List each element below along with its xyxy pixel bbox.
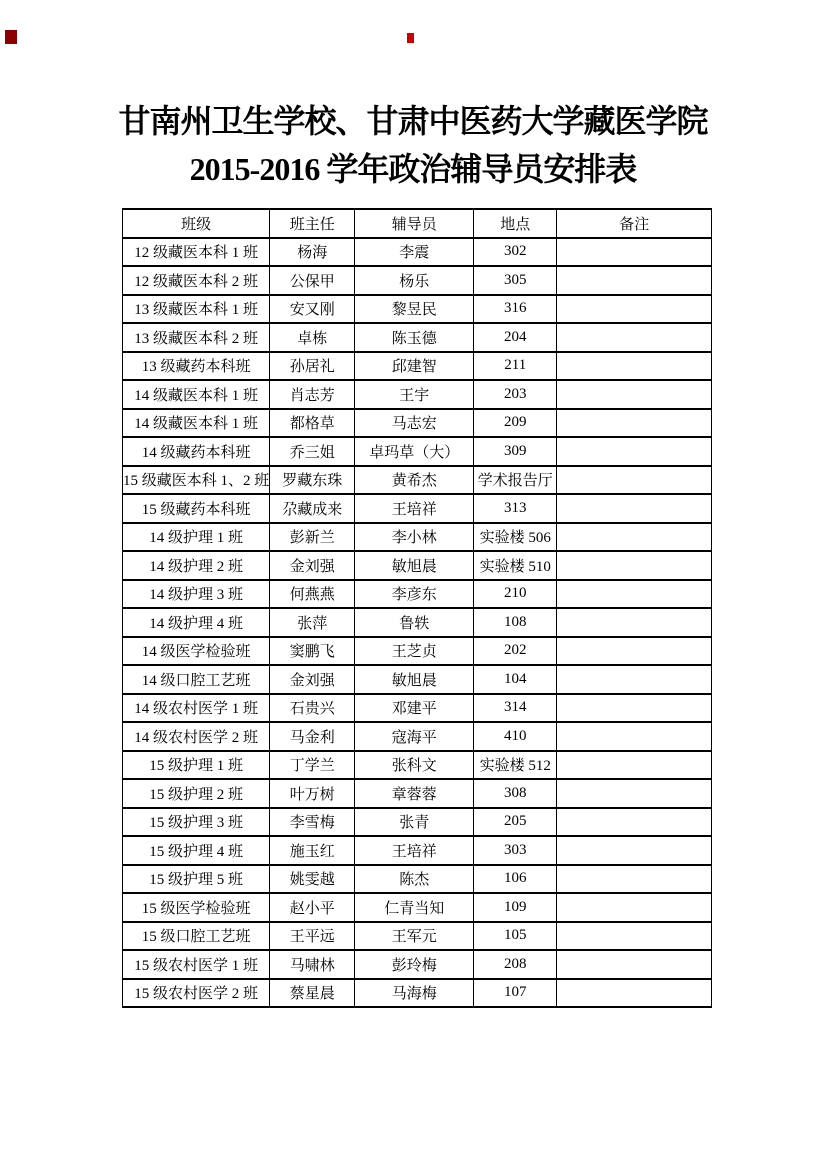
cell-class: 15 级医学检验班 bbox=[123, 893, 270, 922]
cell-head-teacher: 金刘强 bbox=[270, 665, 355, 694]
cell-head-teacher: 窦鹏飞 bbox=[270, 637, 355, 666]
cell-location: 305 bbox=[474, 266, 557, 295]
cell-location: 106 bbox=[474, 865, 557, 894]
table-row bbox=[123, 323, 712, 352]
cell-location: 208 bbox=[474, 950, 557, 979]
cell-class: 15 级护理 2 班 bbox=[123, 779, 270, 808]
cell-head-teacher: 马金利 bbox=[270, 722, 355, 751]
cell-counselor: 张科文 bbox=[355, 751, 474, 780]
cell-note bbox=[557, 779, 712, 808]
cell-counselor: 马海梅 bbox=[355, 979, 474, 1008]
cell-note bbox=[557, 238, 712, 267]
cell-head-teacher: 彭新兰 bbox=[270, 523, 355, 552]
table-row bbox=[123, 266, 712, 295]
cell-location: 实验楼 506 bbox=[474, 523, 557, 552]
table-row bbox=[123, 694, 712, 723]
cell-note bbox=[557, 352, 712, 381]
cell-head-teacher: 李雪梅 bbox=[270, 808, 355, 837]
cell-head-teacher: 王平远 bbox=[270, 922, 355, 951]
cell-counselor: 马志宏 bbox=[355, 409, 474, 438]
cell-counselor: 王培祥 bbox=[355, 494, 474, 523]
cell-note bbox=[557, 380, 712, 409]
cell-location: 108 bbox=[474, 608, 557, 637]
cell-class: 12 级藏医本科 1 班 bbox=[123, 238, 270, 267]
cell-note bbox=[557, 523, 712, 552]
cell-location: 109 bbox=[474, 893, 557, 922]
cell-head-teacher: 孙居礼 bbox=[270, 352, 355, 381]
cell-note bbox=[557, 466, 712, 495]
cell-note bbox=[557, 580, 712, 609]
cell-location: 316 bbox=[474, 295, 557, 324]
cell-note bbox=[557, 865, 712, 894]
cell-class: 15 级农村医学 1 班 bbox=[123, 950, 270, 979]
cell-head-teacher: 乔三姐 bbox=[270, 437, 355, 466]
cell-note bbox=[557, 722, 712, 751]
header-class: 班级 bbox=[123, 209, 270, 238]
table-row bbox=[123, 580, 712, 609]
table-row bbox=[123, 238, 712, 267]
cell-note bbox=[557, 836, 712, 865]
cell-location: 210 bbox=[474, 580, 557, 609]
cell-head-teacher: 张萍 bbox=[270, 608, 355, 637]
cell-counselor: 章蓉蓉 bbox=[355, 779, 474, 808]
cell-counselor: 邱建智 bbox=[355, 352, 474, 381]
cell-class: 15 级护理 4 班 bbox=[123, 836, 270, 865]
cell-note bbox=[557, 551, 712, 580]
cell-counselor: 王军元 bbox=[355, 922, 474, 951]
table-row bbox=[123, 380, 712, 409]
cell-counselor: 彭玲梅 bbox=[355, 950, 474, 979]
table-row bbox=[123, 608, 712, 637]
cell-class: 14 级护理 4 班 bbox=[123, 608, 270, 637]
red-annotation-mark-right bbox=[407, 33, 414, 43]
table-row bbox=[123, 409, 712, 438]
cell-head-teacher: 金刘强 bbox=[270, 551, 355, 580]
red-annotation-mark-left bbox=[5, 30, 17, 44]
table-row bbox=[123, 295, 712, 324]
header-note: 备注 bbox=[557, 209, 712, 238]
cell-note bbox=[557, 409, 712, 438]
cell-class: 14 级藏药本科班 bbox=[123, 437, 270, 466]
table-row bbox=[123, 494, 712, 523]
cell-note bbox=[557, 295, 712, 324]
document-title bbox=[0, 97, 826, 193]
cell-head-teacher: 何燕燕 bbox=[270, 580, 355, 609]
cell-class: 13 级藏医本科 1 班 bbox=[123, 295, 270, 324]
cell-counselor: 王宇 bbox=[355, 380, 474, 409]
table-body bbox=[123, 238, 712, 1008]
cell-location: 202 bbox=[474, 637, 557, 666]
cell-counselor: 寇海平 bbox=[355, 722, 474, 751]
cell-head-teacher: 安又刚 bbox=[270, 295, 355, 324]
cell-head-teacher: 姚雯越 bbox=[270, 865, 355, 894]
cell-class: 15 级护理 5 班 bbox=[123, 865, 270, 894]
header-counselor: 辅导员 bbox=[355, 209, 474, 238]
table-row bbox=[123, 808, 712, 837]
cell-note bbox=[557, 950, 712, 979]
cell-class: 15 级藏医本科 1、2 班 bbox=[123, 466, 270, 495]
cell-head-teacher: 施玉红 bbox=[270, 836, 355, 865]
cell-counselor: 陈杰 bbox=[355, 865, 474, 894]
table-row bbox=[123, 865, 712, 894]
cell-location: 107 bbox=[474, 979, 557, 1008]
table-row bbox=[123, 637, 712, 666]
cell-head-teacher: 丁学兰 bbox=[270, 751, 355, 780]
cell-location: 309 bbox=[474, 437, 557, 466]
cell-counselor: 仁青当知 bbox=[355, 893, 474, 922]
cell-class: 14 级藏医本科 1 班 bbox=[123, 409, 270, 438]
cell-class: 12 级藏医本科 2 班 bbox=[123, 266, 270, 295]
table-row bbox=[123, 836, 712, 865]
table-row bbox=[123, 722, 712, 751]
cell-class: 14 级护理 2 班 bbox=[123, 551, 270, 580]
cell-note bbox=[557, 266, 712, 295]
cell-location: 308 bbox=[474, 779, 557, 808]
cell-location: 104 bbox=[474, 665, 557, 694]
cell-location: 203 bbox=[474, 380, 557, 409]
cell-head-teacher: 赵小平 bbox=[270, 893, 355, 922]
table-header-row bbox=[123, 209, 712, 238]
cell-head-teacher: 卓栋 bbox=[270, 323, 355, 352]
table-row bbox=[123, 466, 712, 495]
cell-location: 303 bbox=[474, 836, 557, 865]
cell-note bbox=[557, 608, 712, 637]
table-row bbox=[123, 551, 712, 580]
cell-location: 实验楼 512 bbox=[474, 751, 557, 780]
table-row bbox=[123, 437, 712, 466]
cell-note bbox=[557, 437, 712, 466]
cell-counselor: 杨乐 bbox=[355, 266, 474, 295]
cell-counselor: 邓建平 bbox=[355, 694, 474, 723]
cell-counselor: 敏旭晨 bbox=[355, 665, 474, 694]
cell-note bbox=[557, 893, 712, 922]
cell-counselor: 鲁轶 bbox=[355, 608, 474, 637]
cell-note bbox=[557, 922, 712, 951]
table-row bbox=[123, 779, 712, 808]
cell-head-teacher: 马啸林 bbox=[270, 950, 355, 979]
table-row bbox=[123, 893, 712, 922]
cell-location: 204 bbox=[474, 323, 557, 352]
document-title-line2: 2015-2016 学年政治辅导员安排表 bbox=[189, 151, 637, 187]
cell-head-teacher: 蔡星晨 bbox=[270, 979, 355, 1008]
cell-head-teacher: 杨海 bbox=[270, 238, 355, 267]
cell-counselor: 黄希杰 bbox=[355, 466, 474, 495]
cell-class: 14 级护理 3 班 bbox=[123, 580, 270, 609]
table-row bbox=[123, 950, 712, 979]
cell-note bbox=[557, 808, 712, 837]
cell-location: 209 bbox=[474, 409, 557, 438]
cell-class: 14 级医学检验班 bbox=[123, 637, 270, 666]
cell-location: 313 bbox=[474, 494, 557, 523]
cell-counselor: 卓玛草（大） bbox=[355, 437, 474, 466]
cell-counselor: 李小林 bbox=[355, 523, 474, 552]
document-title-line1: 甘南州卫生学校、甘肃中医药大学藏医学院 bbox=[118, 103, 708, 139]
table-row bbox=[123, 751, 712, 780]
cell-head-teacher: 叶万树 bbox=[270, 779, 355, 808]
cell-note bbox=[557, 637, 712, 666]
cell-note bbox=[557, 979, 712, 1008]
cell-class: 15 级农村医学 2 班 bbox=[123, 979, 270, 1008]
cell-head-teacher: 公保甲 bbox=[270, 266, 355, 295]
header-location: 地点 bbox=[474, 209, 557, 238]
cell-head-teacher: 罗藏东珠 bbox=[270, 466, 355, 495]
table-row bbox=[123, 523, 712, 552]
cell-class: 14 级农村医学 2 班 bbox=[123, 722, 270, 751]
cell-class: 13 级藏医本科 2 班 bbox=[123, 323, 270, 352]
cell-counselor: 王芝贞 bbox=[355, 637, 474, 666]
cell-note bbox=[557, 665, 712, 694]
cell-location: 410 bbox=[474, 722, 557, 751]
cell-location: 211 bbox=[474, 352, 557, 381]
cell-class: 14 级护理 1 班 bbox=[123, 523, 270, 552]
cell-counselor: 王培祥 bbox=[355, 836, 474, 865]
cell-class: 14 级农村医学 1 班 bbox=[123, 694, 270, 723]
cell-counselor: 张青 bbox=[355, 808, 474, 837]
cell-class: 15 级护理 3 班 bbox=[123, 808, 270, 837]
cell-class: 14 级藏医本科 1 班 bbox=[123, 380, 270, 409]
cell-location: 实验楼 510 bbox=[474, 551, 557, 580]
cell-head-teacher: 肖志芳 bbox=[270, 380, 355, 409]
cell-counselor: 陈玉德 bbox=[355, 323, 474, 352]
cell-head-teacher: 石贵兴 bbox=[270, 694, 355, 723]
cell-note bbox=[557, 494, 712, 523]
cell-class: 15 级口腔工艺班 bbox=[123, 922, 270, 951]
cell-location: 105 bbox=[474, 922, 557, 951]
table-row bbox=[123, 922, 712, 951]
cell-counselor: 李彦东 bbox=[355, 580, 474, 609]
cell-counselor: 李震 bbox=[355, 238, 474, 267]
cell-head-teacher: 尕藏成来 bbox=[270, 494, 355, 523]
cell-counselor: 敏旭晨 bbox=[355, 551, 474, 580]
cell-note bbox=[557, 323, 712, 352]
header-head-teacher: 班主任 bbox=[270, 209, 355, 238]
cell-location: 314 bbox=[474, 694, 557, 723]
cell-counselor: 黎昱民 bbox=[355, 295, 474, 324]
cell-location: 302 bbox=[474, 238, 557, 267]
cell-location: 205 bbox=[474, 808, 557, 837]
counselor-schedule-table bbox=[122, 208, 712, 1008]
cell-class: 13 级藏药本科班 bbox=[123, 352, 270, 381]
cell-note bbox=[557, 694, 712, 723]
cell-class: 15 级护理 1 班 bbox=[123, 751, 270, 780]
cell-head-teacher: 都格草 bbox=[270, 409, 355, 438]
cell-class: 14 级口腔工艺班 bbox=[123, 665, 270, 694]
cell-location: 学术报告厅 bbox=[474, 466, 557, 495]
cell-note bbox=[557, 751, 712, 780]
cell-class: 15 级藏药本科班 bbox=[123, 494, 270, 523]
table-row bbox=[123, 352, 712, 381]
table-row bbox=[123, 979, 712, 1008]
table-row bbox=[123, 665, 712, 694]
